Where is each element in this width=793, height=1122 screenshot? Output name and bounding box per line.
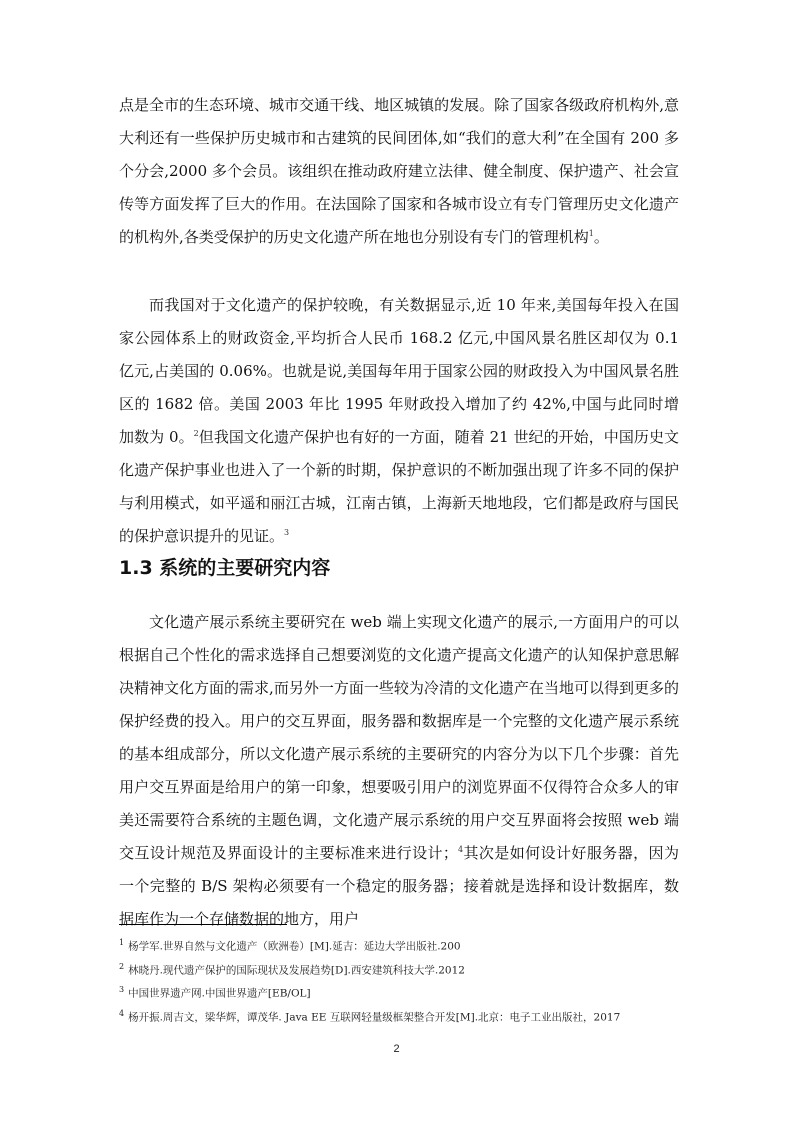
- paragraph-3: [119, 606, 679, 936]
- paragraph-1-tail: 。: [593, 228, 609, 246]
- page-number: 2: [393, 1043, 400, 1055]
- footnote-item: [119, 935, 699, 955]
- section-heading: 1.3 系统的主要研究内容: [119, 557, 331, 579]
- footnote-item: [119, 1006, 699, 1026]
- footnote-list: [119, 935, 699, 1029]
- paragraph-2-text-b: 但我国文化遗产保护也有好的一方面，随着 21 世纪的开始，中国历史文化遗产保护事业也进入了一个新的时期，保护意识的不断加强出现了许多不同的保护与利用模式，如平遥和丽江古城，江南古镇，上海新天地地段，它们都是政府与国民的保护意识提升的见证。: [119, 428, 679, 545]
- footnote-ref-3[interactable]: 3: [284, 528, 290, 537]
- footnote-number: 3: [119, 985, 125, 994]
- footnote-text: 杨学军.世界自然与文化遗产（欧洲卷）[M].延吉：延边大学出版社.200: [128, 940, 461, 953]
- footnote-number: 2: [119, 961, 125, 971]
- paragraph-1: [119, 89, 679, 254]
- footnote-ref-2[interactable]: 2: [193, 429, 199, 438]
- footnote-text: 林晓丹.现代遗产保护的国际现状及发展趋势[D].西安建筑科技大学.2012: [128, 964, 465, 976]
- footnote-text: 杨开振.周吉文，梁华辉，谭茂华. Java EE 互联网轻量级框架整合开发[M].北京：电子工业出版社，2017: [128, 1011, 621, 1023]
- paragraph-1-text: 点是全市的生态环境、城市交通干线、地区城镇的发展。除了国家各级政府机构外,意大利还有一些保护历史城市和古建筑的民间团体,如“我们的意大利”在全国有 200 多个分会,2000 多个会员。该组织在推动政府建立法律、健全制度、保护遗产、社会宣传等方面发挥了巨大的作用。在法国除了国家和各城市设立有专门管理历史文化遗产的机构外,各类受保护的历史文化遗产所在地也分别设有专门的管理机构: [119, 96, 679, 246]
- paragraph-2-text-a: 而我国对于文化遗产的保护较晚，有关数据显示,近 10 年来,美国每年投入在国家公园体系上的财政资金,平均折合人民币 168.2 亿元,中国风景名胜区却仅为 0.1 亿元,占美国的 0.06%。也就是说,美国每年用于国家公园的财政投入为中国风景名胜区的 1682 倍。美国 2003 年比 1995 年财政投入增加了约 42%,中国与此同时增加数为 0。: [119, 296, 679, 446]
- footnote-item: [119, 959, 699, 979]
- footnote-divider: [119, 924, 287, 925]
- paragraph-3-text-a: 文化遗产展示系统主要研究在 web 端上实现文化遗产的展示,一方面用户的可以根据自己个性化的需求选择自己想要浏览的文化遗产提高文化遗产的认知保护意思解决精神文化方面的需求,而另外一方面一些较为冷清的文化遗产在当地可以得到更多的保护经费的投入。用户的交互界面，服务器和数据库是一个完整的文化遗产展示系统的基本组成部分，所以文化遗产展示系统的主要研究的内容分为以下几个步骤：首先用户交互界面是给用户的第一印象，想要吸引用户的浏览界面不仅得符合众多人的审美还需要符合系统的主题色调，文化遗产展示系统的用户交互界面将会按照 web 端交互设计规范及界面设计的主要标准来进行设计；: [119, 613, 679, 862]
- footnote-number: 4: [119, 1008, 125, 1018]
- paragraph-2: [119, 289, 679, 553]
- footnote-ref-1[interactable]: 1: [588, 229, 594, 238]
- footnote-ref-4[interactable]: 4: [457, 845, 464, 854]
- footnote-number: 1: [119, 938, 125, 947]
- footnote-item: [119, 982, 699, 1002]
- paragraph-3-text-b: 其次是如何设计好服务器，因为一个完整的 B/S 架构必须要有一个稳定的服务器；接着就是选择和设计数据库，数据库作为一个存储数据的地方，用户: [119, 844, 679, 928]
- footnote-text: 中国世界遗产网.中国世界遗产[EB/OL]: [128, 987, 311, 1000]
